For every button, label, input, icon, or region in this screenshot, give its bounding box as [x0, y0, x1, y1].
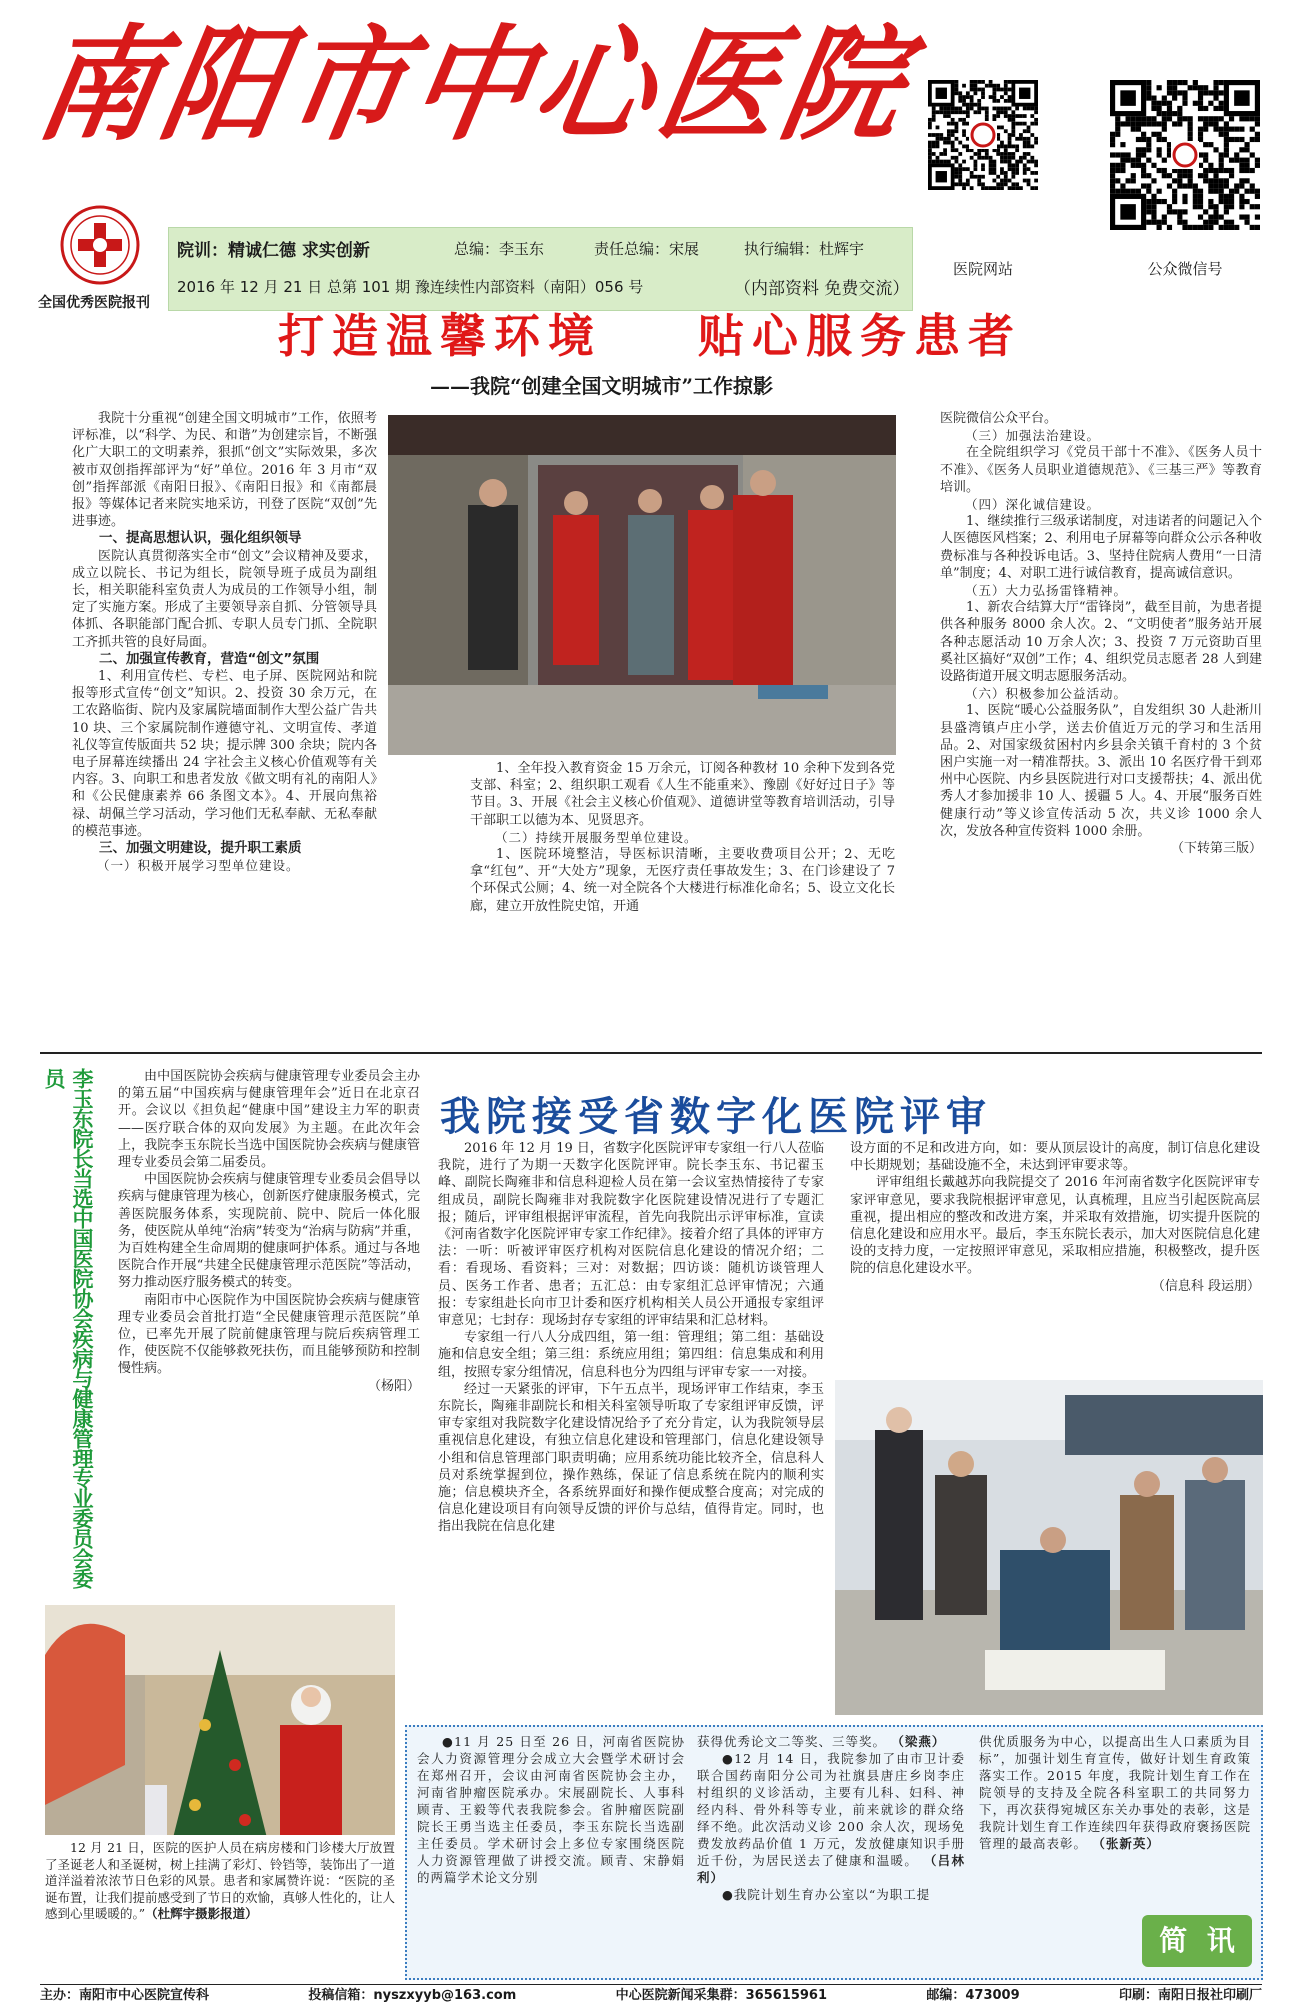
paragraph: 经过一天紧张的评审，下午五点半，现场评审工作结束，李玉东院长，陶雍非副院长和相关科室领导听取了专家组评审反馈，评审专家组对我院数字化建设情况给予了充分肯定，认为我院领导层重视信息化建设，有独立信息化建设和管理部门，信息化建设领导小组和信息管理部门职责明确；应用系统功能比较齐全，信息科人员对系统掌握到位，操作熟练，保证了信息系统在院内的顺利实施；信息模块齐全，各系统界面好和操作便成整合度高；对完成的信息化建设项目有向领导反馈的评价与总结，值得肯定。同时，也指出我院在信息化建 — [438, 1381, 824, 1535]
paragraph: 1、医院环境整洁，导医标识清晰，主要收费项目公开；2、无吃拿“红包”、开“大处方”现象，无医疗责任事故发生；3、在门诊建设了 7 个环保式公厕；4、统一对全院各个大楼进行标准化命名；5、设立文化长廊，建立开放性院史馆，开通 — [470, 847, 895, 914]
brief-byline: （张新英） — [1087, 1836, 1160, 1851]
paragraph: 1、继续推行三级承诺制度，对违诺者的问题记入个人医德医风档案；2、利用电子屏幕等向群众公示各种收费标准与各种投诉电话。3、坚持住院病人费用“一日清单”制度；4、对职工进行诚信教育，提高诚信意识。 — [940, 514, 1262, 581]
photo-credit: （杜辉宇摄影报道） — [145, 1906, 258, 1921]
review-column-1 — [438, 1140, 824, 1720]
lead-column-1 — [72, 410, 377, 1045]
section-heading: 一、提高思想认识，强化组织领导 — [99, 530, 302, 547]
review-column-2 — [850, 1140, 1260, 1370]
qr-website-label: 医院网站 — [952, 260, 1013, 278]
subsection-heading: （二）持续开展服务型单位建设。 — [495, 829, 698, 845]
footer-sponsor: 主办：南阳市中心医院宣传科 — [40, 1988, 210, 2003]
subsection-heading: （五）大力弘扬雷锋精神。 — [965, 583, 1128, 599]
paragraph: 1、利用宣传栏、专栏、电子屏、医院网站和院报等形式宣传“创文”知识。2、投资 30 余万元，在工农路临街、院内及家属院墙面制作大型公益广告共 10 块、三个家属院制作遵德守礼、文明宣传、孝道礼仪等宣传版面共 52 块；提示牌 300 余块；院内各电子屏幕连续播出 24 字社会主义核心价值观等有关内容。3、向职工和患者发放《做文明有礼的南阳人》和《公民健康素养 66 条图文本》。4、开展向焦裕禄、胡佩兰学习活动，学习他们无私奉献、无私奉献的模范事迹。 — [72, 669, 377, 839]
brief-text: 获得优秀论文二等奖、三等奖。 — [697, 1734, 887, 1749]
lead-headline: 打造温馨环境 贴心服务患者 — [277, 309, 1023, 363]
brief-text: ●12 月 14 日，我院参加了由市卫计委联合国药南阳分公司为社旗县唐庄乡岗李庄村组织的义诊活动，主要有儿科、妇科、神经内科、骨外科等专业，前来就诊的群众络绎不绝。此次活动义诊 200 余人次，现场免费发放药品价值 1 万元，发放健康知识手册近千份，为居民送去了健康和温暖。 — [697, 1751, 965, 1868]
subsection-heading: （一）积极开展学习型单位建设。 — [97, 858, 300, 874]
byline: （信息科 段运朋） — [1151, 1278, 1260, 1294]
brief-text: 供优质服务为中心，以提高出生人口素质为目标”，加强计划生育宣传，做好计划生育政策落实工作。2015 年度，我院计划生育工作在院领导的支持及全院各科室职工的共同努力下，再次获得宛城区东关办事处的表彰，这是我院计划生育工作连续四年获得政府褒扬医院管理的最高表彰。 — [979, 1734, 1251, 1851]
hospital-motto: 院训：精诚仁德 求实创新 — [177, 241, 370, 261]
brief-text: ●我院计划生育办公室以“为职工提 — [722, 1887, 931, 1902]
briefs-stamp: 简 讯 — [1142, 1915, 1252, 1967]
qr-website — [928, 80, 1038, 190]
byline: （下转第三版） — [1170, 841, 1262, 857]
election-headline: 李玉东院长当选中国医院协会疾病与健康管理专业委员会委员 — [42, 1068, 94, 1588]
briefs-box — [405, 1725, 1263, 1980]
paragraph: 医院微信公众平台。 — [940, 411, 1058, 426]
paragraph: 医院认真贯彻落实全市“创文”会议精神及要求，成立以院长、书记为组长，院领导班子成员为副组长，相关职能科室负责人为成员的工作领导小组，制定了实施方案。形成了主要领导亲自抓、分管领导具体抓、各职能部门配合抓、专职人员专门抓、全院职工齐抓共管的良好局面。 — [72, 548, 377, 650]
paragraph: 12 月 21 日，医院的医护人员在病房楼和门诊楼大厅放置了圣诞老人和圣诞树，树上挂满了彩灯、铃铛等，装饰出了一道道洋溢着浓浓节日色彩的风景。患者和家属赞许说：“医院的圣诞布置，让我们提前感受到了节日的欢愉，真够人性化的，让人感到心里暖暖的。”（杜辉宇摄影报道） — [45, 1840, 395, 1921]
brief-item — [697, 1886, 965, 1903]
lead-column-2 — [470, 760, 895, 1045]
masthead-title: 南阳市中心医院 — [27, 11, 921, 158]
section-heading: 二、加强宣传教育，营造“创文”氛围 — [99, 650, 320, 667]
paragraph: 1、全年投入教育资金 15 万余元，订阅各种教材 10 余种下发到各党支部、科室；2、组织职工观看《人生不能重来》、豫剧《好好过日子》等节目。3、开展《社会主义核心价值观》、道德讲堂等教育培训活动，引导干部职工以德为本、见贤思齐。 — [470, 761, 895, 828]
review-photo — [835, 1380, 1263, 1715]
footer-qq: 中心医院新闻采集群：365615961 — [615, 1988, 828, 2003]
issue-note: （内部资料 免费交流） — [734, 279, 910, 299]
paragraph: 专家组一行八人分成四组，第一组：管理组；第二组：基础设施和信息安全组；第三组：系统应用组；第四组：信息集成和利用组，按照专家分组情况，信息科也分为四组与评审专家一一对接。 — [438, 1330, 824, 1380]
executive-editor: 执行编辑：杜辉宇 — [744, 240, 865, 258]
brief-text: ●11 月 25 日至 26 日，河南省医院协会人力资源管理分会成立大会暨学术研讨会在郑州召开，会议由河南省医院协会主办，河南省肿瘤医院承办。宋展副院长、人事科顾青、王毅等代表我院参会。省肿瘤医院副院长王勇当选主任委员，李玉东院长当选副主任委员。学术研讨会上多位专家围绕医院人力资源管理做了讲授交流。顾青、宋静娟的两篇学术论文分别 — [417, 1734, 685, 1885]
footer — [40, 1987, 1262, 2005]
footer-printer: 印刷：南阳日报社印刷厂 — [1118, 1988, 1262, 2003]
review-headline: 我院接受省数字化医院评审 — [440, 1094, 992, 1140]
subsection-heading: （六）积极参加公益活动。 — [965, 686, 1128, 702]
hospital-logo — [60, 205, 140, 285]
qr-wechat-label: 公众微信号 — [1147, 260, 1223, 278]
brief-item — [979, 1733, 1251, 1852]
masthead-info-band — [168, 227, 913, 311]
christmas-caption-text — [45, 1840, 395, 1980]
section-heading: 三、加强文明建设，提升职工素质 — [99, 840, 302, 857]
paragraph: 2016 年 12 月 19 日，省数字化医院评审专家组一行八人莅临我院，进行了为期一天数字化医院评审。院长李玉东、书记翟玉峰、副院长陶雍非和信息科迎检人员在第一会议室热情接待了专家组成员，副院长陶雍非对我院数字化医院建设情况进行了专题汇报；随后，评审组根据评审流程，首先向我院出示评审标准，宣读《河南省数字化医院评审专家工作纪律》。接着介绍了具体的评审方法：一听：听被评审医疗机构对医院信息化建设的情况介绍；二看：看现场、看资料；三对：对数据；四访谈：随机访谈管理人员、医务工作者、患者；五汇总：由专家组汇总评审情况；六通报：专家组赴长向市卫计委和医疗机构相关人员公开通报专家组评审意见；七封存：现场封存专家组的评审结果和汇总材料。 — [438, 1141, 824, 1329]
footer-zip: 邮编：473009 — [926, 1988, 1020, 2003]
lead-column-3 — [940, 410, 1262, 1050]
christmas-photo — [45, 1605, 395, 1835]
brief-byline: （吕林利） — [697, 1853, 965, 1885]
subsection-heading: （三）加强法治建设。 — [965, 428, 1101, 444]
paragraph: 中国医院协会疾病与健康管理专业委员会倡导以疾病与健康管理为核心，创新医疗健康服务模式，完善医院服务体系，实现院前、院中、院后一体化服务，使医院从单纯“治病”转变为“治病与防病”并重，为百姓构建全生命周期的健康呵护体系。通过与各地医院合作开展“共建全民健康管理示范医院”等活动，努力推动医疗服务模式的转变。 — [118, 1172, 420, 1291]
byline: （杨阳） — [367, 1378, 420, 1394]
election-body — [118, 1068, 420, 1588]
brief-item — [697, 1733, 965, 1750]
paragraph: 在全院组织学习《党员干部十不准》、《医务人员十不准》、《医务人员职业道德规范》、《三基三严》等教育培训。 — [940, 445, 1262, 495]
paragraph: 南阳市中心医院作为中国医院协会疾病与健康管理专业委员会首批打造“全民健康管理示范医院”单位，已率先开展了院前健康管理与院后疾病管理工作，使医院不仅能够救死扶伤，而且能够预防和控制慢性病。 — [118, 1292, 420, 1377]
paragraph: 设方面的不足和改进方向，如：要从顶层设计的高度，制订信息化建设中长期规划；基础设施不全，未达到评审要求等。 — [850, 1141, 1260, 1174]
footer-rule — [40, 1984, 1262, 1985]
briefs-column-1 — [417, 1733, 685, 1973]
paragraph: 由中国医院协会疾病与健康管理专业委员会主办的第五届“中国疾病与健康管理年会”近日在北京召开。会议以《担负起“健康中国”建设主力军的职责——医疗联合体的双向发展》为主题。在此次年会上，我院李玉东院长当选中国医院协会疾病与健康管理专业委员会第二届委员。 — [118, 1069, 420, 1171]
footer-email: 投稿信箱：nyszxyyb@163.com — [308, 1988, 517, 2003]
brief-item — [697, 1750, 965, 1886]
paragraph: 评审组组长戴越苏向我院提交了 2016 年河南省数字化医院评审专家评审意见，要求我院根据评审意见，认真梳理，且应当引起医院高层重视，提出相应的整改和改进方案，并采取有效措施，切实提升医院的信息化建设和应用水平。最后，李玉东院长表示，加大对医院信息化建设的支持力度，一定按照评审意见，采取相应措施，积极整改，提升医院的信息化建设水平。 — [850, 1175, 1260, 1277]
logo-caption: 全国优秀医院报刊 — [38, 295, 150, 311]
subsection-heading: （四）深化诚信建设。 — [965, 497, 1101, 513]
qr-wechat — [1110, 80, 1260, 230]
lead-photo — [388, 415, 896, 755]
briefs-column-3 — [979, 1733, 1251, 1913]
paragraph: 1、医院“暖心公益服务队”，自发组织 30 人赴淅川县盛湾镇卢庄小学，送去价值近万元的学习和生活用品。2、对国家级贫困村内乡县余关镇千育村的 3 个贫困户实施一对一精准帮扶。3、派出 10 名医疗骨干到邓州中心医院、内乡县医院进行对口支援帮扶；4、派出优秀人才参加援非 10 人、援疆 5 人。4、开展“服务百姓健康行动”等义诊宣传活动 5 次，共义诊 1000 余人次，发放各种宣传资料 1000 余册。 — [940, 703, 1262, 839]
paragraph: 我院十分重视“创建全国文明城市”工作，依照考评标准，以“科学、为民、和谐”为创建宗旨，不断强化广大职工的文明素养，狠抓“创文”实际效果，多次被市双创指挥部评为“好”单位。2016 年 3 月市“双创”指挥部派《南阳日报》、《南阳日报》和《南都晨报》等媒体记者来院实地采访，刊登了医院“双创”先进事迹。 — [72, 411, 377, 530]
lead-subheadline: ——我院“创建全国文明城市”工作掠影 — [430, 374, 774, 398]
briefs-column-2 — [697, 1733, 965, 1973]
chief-editor: 总编：李玉东 — [454, 240, 545, 258]
issue-line: 2016 年 12 月 21 日 总第 101 期 豫连续性内部资料（南阳）056 号 — [177, 278, 644, 296]
brief-byline: （梁燕） — [886, 1734, 946, 1749]
paragraph: 1、新农合结算大厅“雷锋岗”，截至目前，为患者提供各种服务 8000 余人次。2、“文明使者”服务站开展各种志愿活动 10 万余人次；3、投资 7 万元资助百里奚社区搞好“双创”工作；4、组织党员志愿者 28 人到建设路街道开展文明志愿服务活动。 — [940, 600, 1262, 685]
lead-bottom-rule — [40, 1052, 1262, 1054]
responsible-editor: 责任总编：宋展 — [594, 240, 700, 258]
brief-item — [417, 1733, 685, 1886]
